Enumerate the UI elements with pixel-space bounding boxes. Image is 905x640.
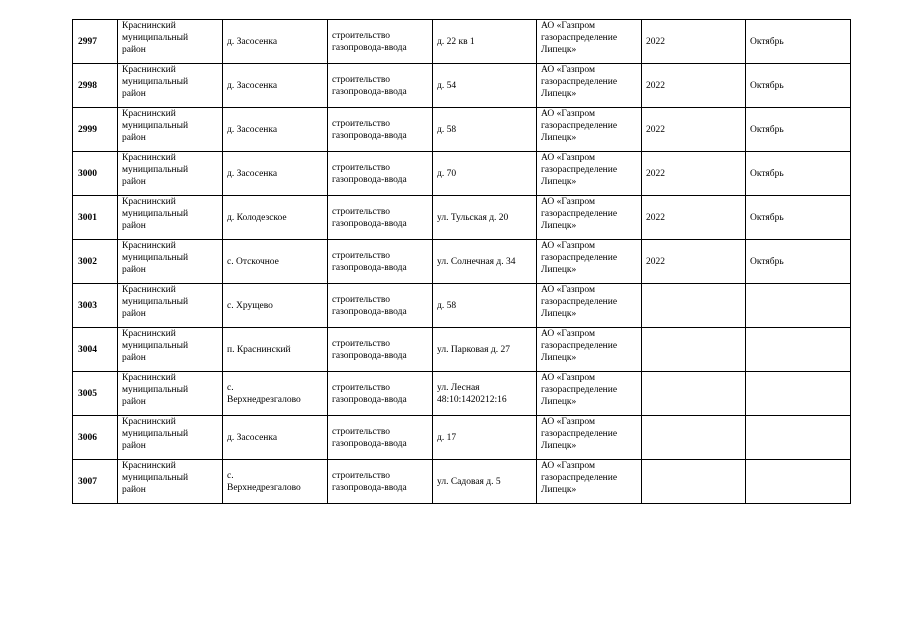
district-line: Краснинский (122, 109, 176, 119)
district-line: муниципальный (122, 165, 189, 175)
year-cell: 2022 (642, 20, 746, 64)
table-row (73, 328, 851, 372)
operator-line: газораспределение (541, 385, 618, 395)
table-row (73, 460, 851, 504)
address-cell (433, 152, 537, 196)
locality-cell (223, 152, 328, 196)
district-line: район (122, 45, 146, 55)
table-row (73, 284, 851, 328)
locality-cell (223, 328, 328, 372)
year-cell: 2022 (642, 152, 746, 196)
operator-line: АО «Газпром (541, 373, 596, 383)
district-line: район (122, 221, 146, 231)
year-cell (642, 416, 746, 460)
month-cell (746, 460, 851, 504)
locality-cell (223, 20, 328, 64)
operator-line: Липецк» (541, 441, 577, 451)
locality-cell (223, 64, 328, 108)
year-cell: 2022 (642, 196, 746, 240)
address-line: д. 58 (437, 124, 457, 135)
month-cell (746, 416, 851, 460)
district-line: муниципальный (122, 209, 189, 219)
district-cell (118, 328, 223, 372)
work-type-line: газопровода-ввода (332, 394, 407, 405)
district-line: муниципальный (122, 385, 189, 395)
work-type-line: газопровода-ввода (332, 130, 407, 141)
month-cell: Октябрь (746, 64, 851, 108)
address-cell (433, 196, 537, 240)
district-cell (118, 460, 223, 504)
address-cell (433, 64, 537, 108)
year-cell: 2022 (642, 240, 746, 284)
operator-line: газораспределение (541, 341, 618, 351)
row-number-cell: 3001 (73, 196, 118, 240)
table-row (73, 20, 851, 64)
table-body (73, 20, 851, 504)
address-cell (433, 108, 537, 152)
work-type-line: строительство (332, 382, 391, 393)
district-line: муниципальный (122, 341, 189, 351)
row-number-cell: 3002 (73, 240, 118, 284)
row-number-cell: 2998 (73, 64, 118, 108)
work-type-line: газопровода-ввода (332, 42, 407, 53)
work-type-line: строительство (332, 294, 391, 305)
month-cell (746, 372, 851, 416)
district-line: муниципальный (122, 253, 189, 263)
district-line: район (122, 485, 146, 495)
locality-line: п. Краснинский (227, 344, 291, 355)
district-line: район (122, 309, 146, 319)
row-number-cell: 3007 (73, 460, 118, 504)
operator-line: газораспределение (541, 253, 618, 263)
work-type-cell (328, 240, 433, 284)
district-line: район (122, 89, 146, 99)
operator-line: газораспределение (541, 121, 618, 131)
address-cell (433, 328, 537, 372)
work-type-line: строительство (332, 206, 391, 217)
row-number-cell: 3000 (73, 152, 118, 196)
work-type-line: строительство (332, 250, 391, 261)
district-line: район (122, 177, 146, 187)
operator-cell (537, 372, 642, 416)
table-row (73, 152, 851, 196)
address-cell (433, 240, 537, 284)
operator-cell (537, 108, 642, 152)
locality-cell (223, 284, 328, 328)
locality-line: д. Засосенка (227, 80, 278, 91)
address-line: 48:10:1420212:16 (437, 394, 507, 405)
work-type-line: строительство (332, 470, 391, 481)
district-line: Краснинский (122, 65, 176, 75)
operator-cell (537, 240, 642, 284)
work-type-line: газопровода-ввода (332, 218, 407, 229)
operator-cell (537, 20, 642, 64)
work-type-line: строительство (332, 30, 391, 41)
district-line: Краснинский (122, 153, 176, 163)
locality-line: с. Отскочное (227, 256, 279, 267)
address-cell (433, 372, 537, 416)
locality-line: с. (227, 382, 234, 393)
address-line: д. 70 (437, 168, 457, 179)
work-type-line: строительство (332, 426, 391, 437)
table-row (73, 64, 851, 108)
row-number-cell: 3006 (73, 416, 118, 460)
operator-cell (537, 328, 642, 372)
work-type-cell (328, 152, 433, 196)
locality-cell (223, 196, 328, 240)
district-line: Краснинский (122, 329, 176, 339)
district-line: Краснинский (122, 461, 176, 471)
district-line: район (122, 353, 146, 363)
address-line: д. 22 кв 1 (437, 36, 475, 47)
operator-line: газораспределение (541, 165, 618, 175)
district-line: Краснинский (122, 197, 176, 207)
locality-line: д. Засосенка (227, 124, 278, 135)
locality-cell (223, 372, 328, 416)
year-cell: 2022 (642, 108, 746, 152)
locality-line: с. (227, 470, 234, 481)
work-type-cell (328, 64, 433, 108)
address-line: ул. Солнечная д. 34 (437, 256, 516, 267)
address-line: д. 17 (437, 432, 457, 443)
year-cell (642, 328, 746, 372)
year-cell (642, 460, 746, 504)
locality-cell (223, 416, 328, 460)
locality-line: Верхнедрезгалово (227, 394, 301, 405)
district-line: муниципальный (122, 121, 189, 131)
operator-cell (537, 64, 642, 108)
district-cell (118, 152, 223, 196)
work-type-line: газопровода-ввода (332, 174, 407, 185)
operator-line: Липецк» (541, 485, 577, 495)
district-line: район (122, 441, 146, 451)
work-type-line: газопровода-ввода (332, 86, 407, 97)
work-type-line: строительство (332, 338, 391, 349)
operator-line: АО «Газпром (541, 109, 596, 119)
table-row (73, 372, 851, 416)
table-row (73, 108, 851, 152)
operator-line: Липецк» (541, 133, 577, 143)
operator-line: АО «Газпром (541, 197, 596, 207)
work-type-cell (328, 20, 433, 64)
locality-line: Верхнедрезгалово (227, 482, 301, 493)
operator-cell (537, 152, 642, 196)
district-line: Краснинский (122, 417, 176, 427)
operator-line: АО «Газпром (541, 241, 596, 251)
locality-line: с. Хрущево (227, 300, 273, 311)
year-cell (642, 372, 746, 416)
operator-line: Липецк» (541, 221, 577, 231)
operator-line: АО «Газпром (541, 329, 596, 339)
work-type-line: газопровода-ввода (332, 482, 407, 493)
district-line: район (122, 397, 146, 407)
operator-line: Липецк» (541, 45, 577, 55)
district-line: муниципальный (122, 429, 189, 439)
operator-line: газораспределение (541, 77, 618, 87)
work-type-cell (328, 416, 433, 460)
address-line: ул. Парковая д. 27 (437, 344, 510, 355)
address-cell (433, 284, 537, 328)
gas-connection-table (72, 19, 851, 504)
operator-line: Липецк» (541, 177, 577, 187)
operator-cell (537, 196, 642, 240)
district-line: муниципальный (122, 297, 189, 307)
row-number-cell: 2997 (73, 20, 118, 64)
row-number-cell: 3005 (73, 372, 118, 416)
operator-line: Липецк» (541, 397, 577, 407)
work-type-cell (328, 460, 433, 504)
district-cell (118, 108, 223, 152)
operator-line: газораспределение (541, 297, 618, 307)
district-line: Краснинский (122, 285, 176, 295)
row-number-cell: 2999 (73, 108, 118, 152)
work-type-cell (328, 328, 433, 372)
operator-line: АО «Газпром (541, 21, 596, 31)
locality-line: д. Засосенка (227, 36, 278, 47)
operator-line: АО «Газпром (541, 153, 596, 163)
month-cell: Октябрь (746, 20, 851, 64)
locality-cell (223, 108, 328, 152)
district-cell (118, 64, 223, 108)
district-cell (118, 372, 223, 416)
operator-line: Липецк» (541, 309, 577, 319)
operator-line: Липецк» (541, 265, 577, 275)
work-type-line: строительство (332, 162, 391, 173)
operator-line: АО «Газпром (541, 65, 596, 75)
operator-cell (537, 416, 642, 460)
month-cell: Октябрь (746, 196, 851, 240)
operator-cell (537, 284, 642, 328)
table-row (73, 240, 851, 284)
work-type-cell (328, 284, 433, 328)
address-line: ул. Лесная (437, 382, 480, 393)
work-type-cell (328, 372, 433, 416)
district-cell (118, 240, 223, 284)
address-line: д. 58 (437, 300, 457, 311)
address-cell (433, 20, 537, 64)
district-line: район (122, 265, 146, 275)
locality-line: д. Колодезское (227, 212, 287, 223)
district-line: Краснинский (122, 241, 176, 251)
month-cell: Октябрь (746, 108, 851, 152)
month-cell: Октябрь (746, 152, 851, 196)
district-cell (118, 20, 223, 64)
district-cell (118, 196, 223, 240)
operator-line: АО «Газпром (541, 461, 596, 471)
address-cell (433, 416, 537, 460)
district-line: муниципальный (122, 473, 189, 483)
operator-line: газораспределение (541, 209, 618, 219)
operator-cell (537, 460, 642, 504)
work-type-cell (328, 196, 433, 240)
table-row (73, 416, 851, 460)
row-number-cell: 3003 (73, 284, 118, 328)
work-type-line: газопровода-ввода (332, 306, 407, 317)
operator-line: газораспределение (541, 473, 618, 483)
month-cell: Октябрь (746, 240, 851, 284)
district-cell (118, 416, 223, 460)
district-cell (118, 284, 223, 328)
operator-line: АО «Газпром (541, 285, 596, 295)
locality-cell (223, 240, 328, 284)
work-type-line: газопровода-ввода (332, 350, 407, 361)
operator-line: Липецк» (541, 353, 577, 363)
address-cell (433, 460, 537, 504)
work-type-line: строительство (332, 74, 391, 85)
district-line: Краснинский (122, 21, 176, 31)
operator-line: газораспределение (541, 429, 618, 439)
year-cell: 2022 (642, 64, 746, 108)
work-type-line: газопровода-ввода (332, 438, 407, 449)
work-type-cell (328, 108, 433, 152)
month-cell (746, 328, 851, 372)
operator-line: АО «Газпром (541, 417, 596, 427)
month-cell (746, 284, 851, 328)
district-line: Краснинский (122, 373, 176, 383)
row-number-cell: 3004 (73, 328, 118, 372)
year-cell (642, 284, 746, 328)
district-line: район (122, 133, 146, 143)
locality-line: д. Засосенка (227, 168, 278, 179)
work-type-line: строительство (332, 118, 391, 129)
work-type-line: газопровода-ввода (332, 262, 407, 273)
address-line: д. 54 (437, 80, 457, 91)
table-row (73, 196, 851, 240)
address-line: ул. Тульская д. 20 (437, 212, 509, 223)
district-line: муниципальный (122, 33, 189, 43)
address-line: ул. Садовая д. 5 (437, 476, 501, 487)
locality-cell (223, 460, 328, 504)
locality-line: д. Засосенка (227, 432, 278, 443)
district-line: муниципальный (122, 77, 189, 87)
operator-line: Липецк» (541, 89, 577, 99)
operator-line: газораспределение (541, 33, 618, 43)
